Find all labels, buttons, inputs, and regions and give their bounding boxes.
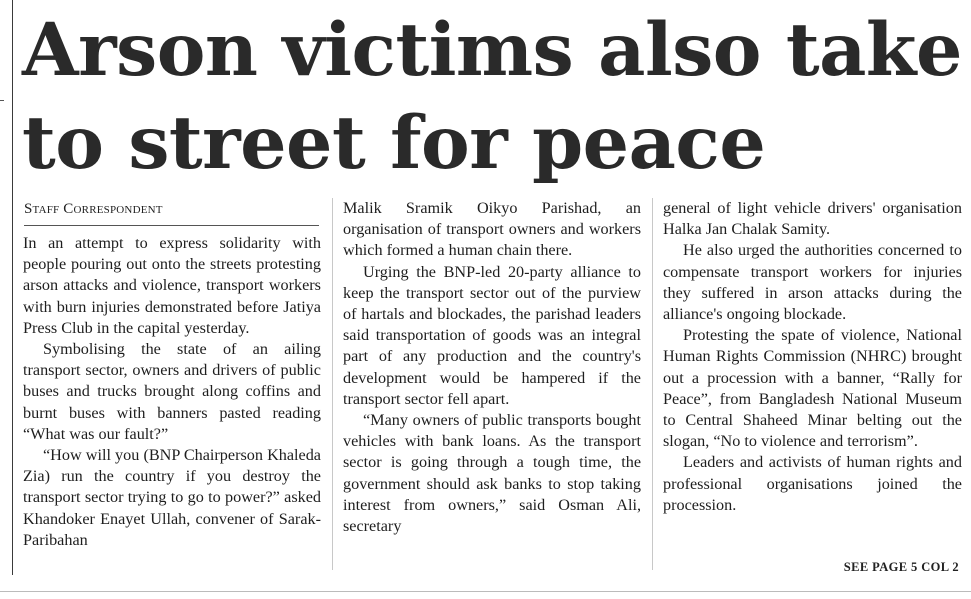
continued-on-page-note: SEE PAGE 5 COL 2 <box>843 560 959 574</box>
paragraph: Leaders and activists of human rights and professional organisations joined the procession. <box>663 453 962 514</box>
article-column-1 <box>23 233 321 551</box>
left-margin-tick <box>0 100 4 101</box>
headline-line-2: to street for peace <box>22 100 766 186</box>
paragraph: In an attempt to express solidarity with people pouring out onto the streets protesting arson attacks and violence, transport workers with burn injuries demonstrated before Jatiya Press Club in the capital yesterday. <box>23 234 321 337</box>
byline-rule <box>24 225 319 226</box>
paragraph: Symbolising the state of an ailing transport sector, owners and drivers of public buses and trucks brought along coffins and burnt buses with banners pasted reading “What was our fault?” <box>23 340 321 443</box>
headline-line-1: Arson victims also take <box>22 7 962 93</box>
paragraph: Urging the BNP-led 20-party alliance to keep the transport sector out of the purview of hartals and blockades, the parishad leaders said transportation of goods was an integral part of any production and the country's development would be hampered if the transport sector fell apart. <box>343 262 641 408</box>
paragraph: “Many owners of public transports bought vehicles with bank loans. As the transport sector is going through a tough time, the government should ask banks to stop taking interest from owners,” said Osman Ali, secretary <box>343 411 641 536</box>
column-divider <box>652 198 653 570</box>
paragraph: Protesting the spate of violence, National Human Rights Commission (NHRC) brought out a procession with a banner, “Rally for Peace”, from Bangladesh National Museum to Central Shaheed Minar belting out the slogan, “No to violence and terrorism”. <box>663 326 962 451</box>
left-margin-rule <box>12 0 13 575</box>
bottom-rule <box>0 591 971 592</box>
byline: Staff Correspondent <box>24 201 163 217</box>
headline <box>22 4 967 190</box>
article-column-2 <box>343 198 641 537</box>
paragraph: Malik Sramik Oikyo Parishad, an organisation of transport owners and workers which formed a human chain there. <box>343 199 641 260</box>
column-divider <box>332 198 333 570</box>
paragraph: general of light vehicle drivers' organisation Halka Jan Chalak Samity. <box>663 199 962 239</box>
article-column-3 <box>663 198 962 516</box>
paragraph: “How will you (BNP Chairperson Khaleda Zia) run the country if you destroy the transport sector trying to go to power?” asked Khandoker Enayet Ullah, convener of Sarak-Paribahan <box>23 446 321 549</box>
paragraph: He also urged the authorities concerned to compensate transport workers for injuries they suffered in arson attacks during the alliance's ongoing blockade. <box>663 241 962 324</box>
